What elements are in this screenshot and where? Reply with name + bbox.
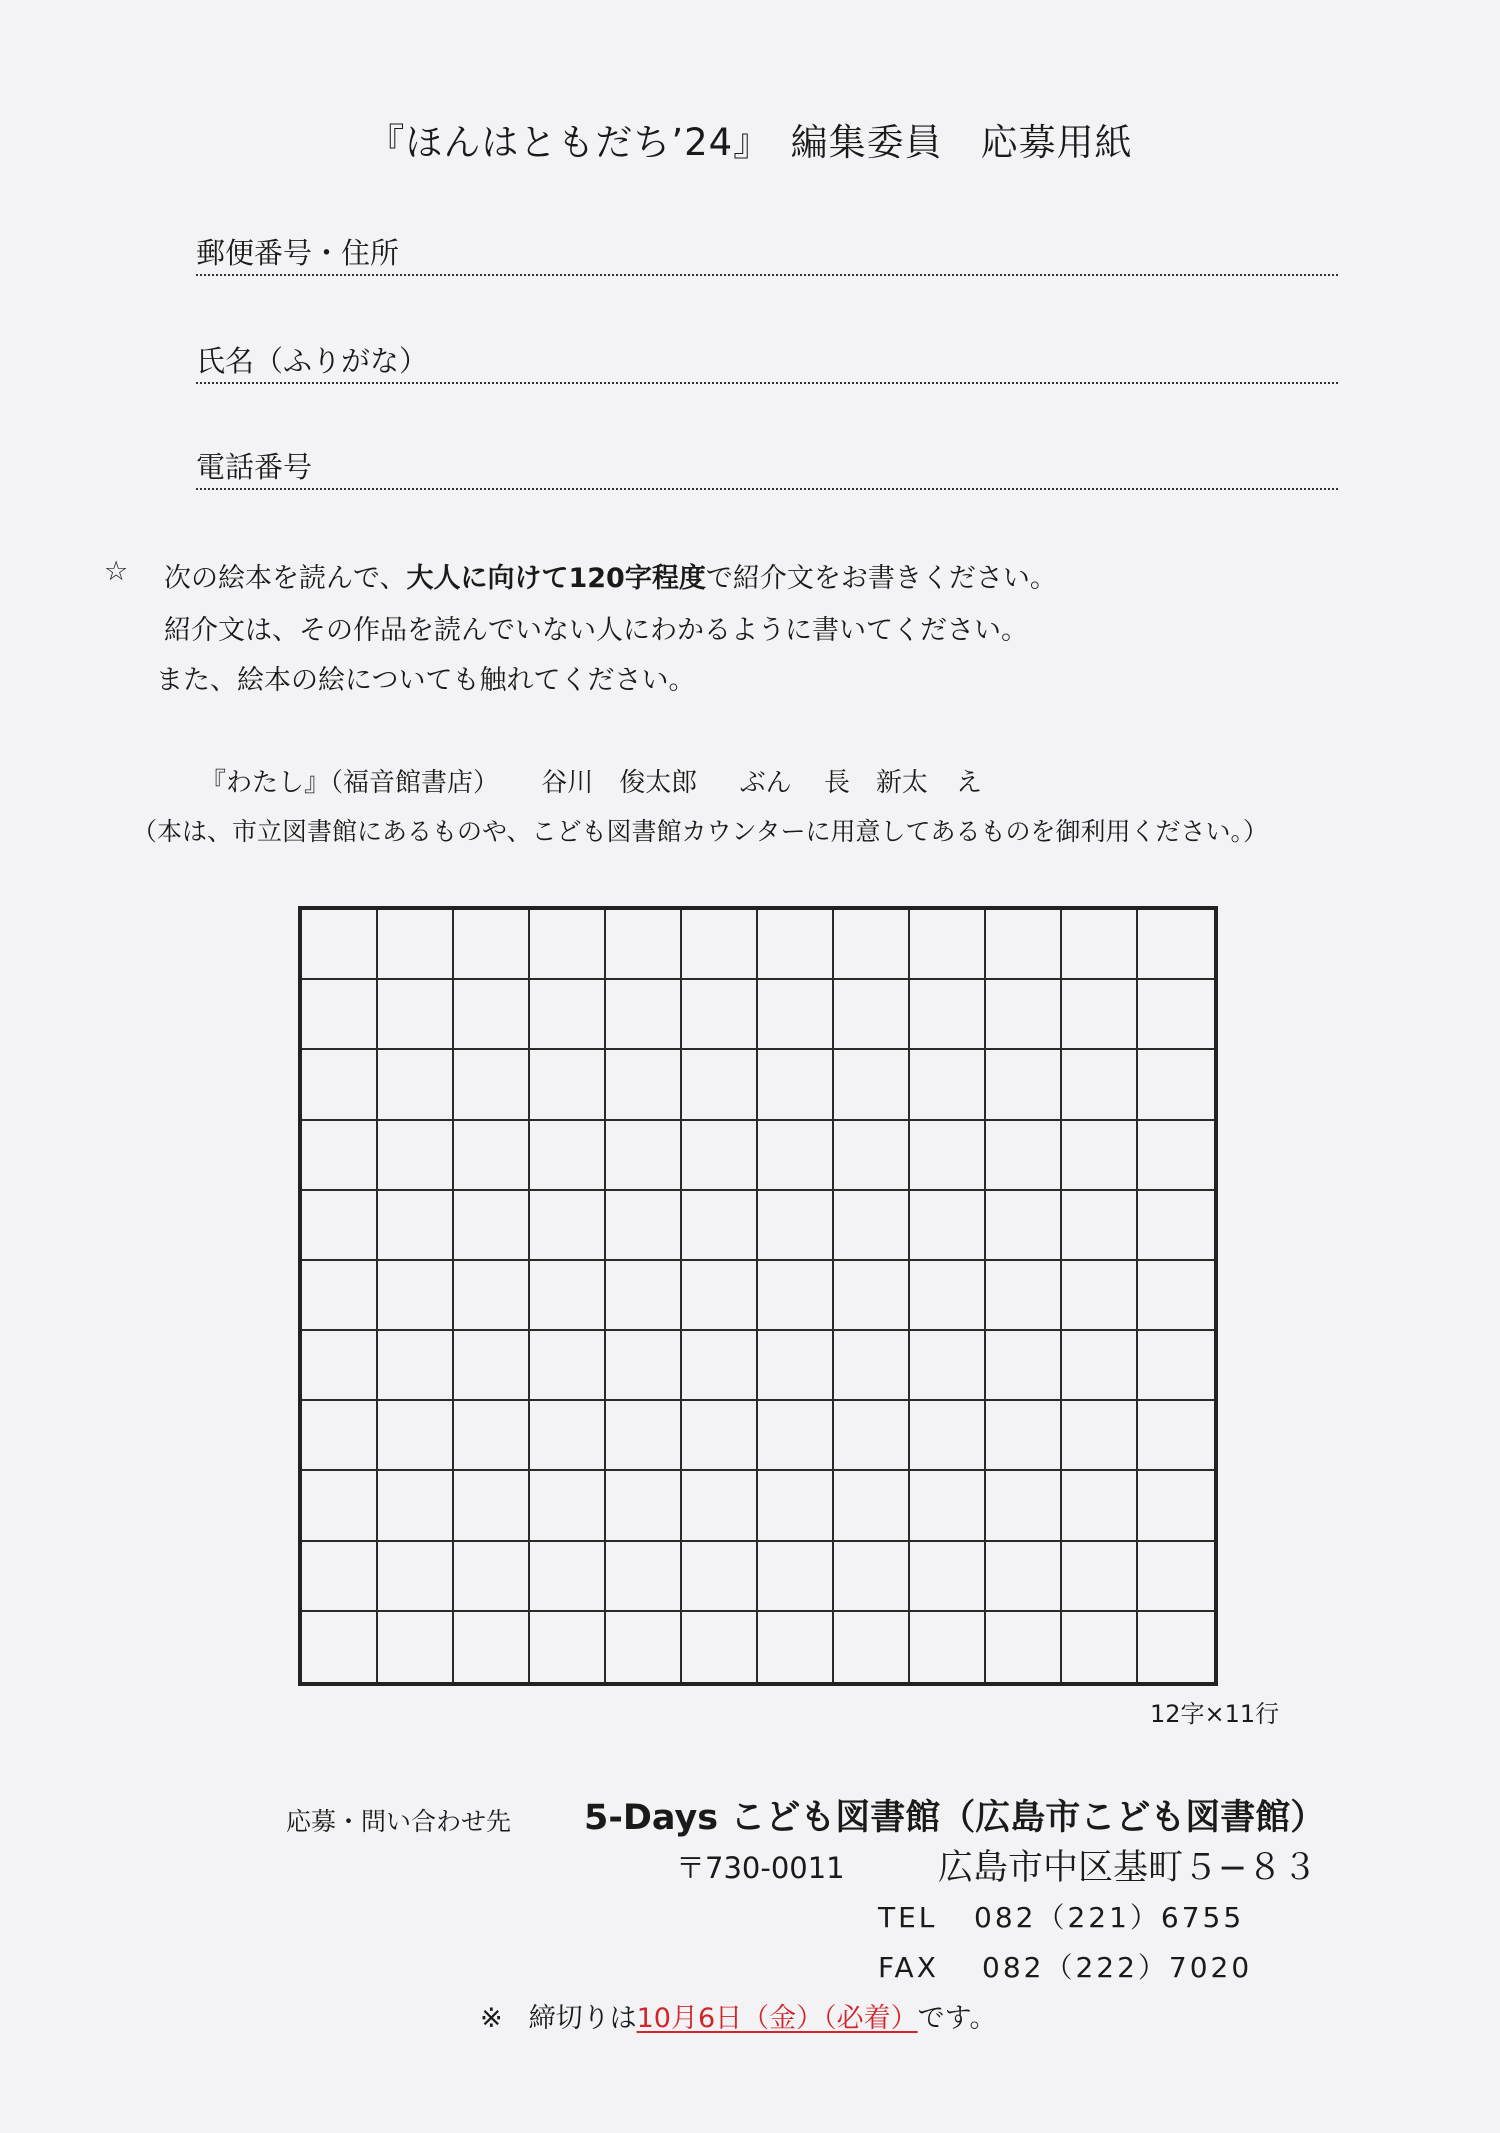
grid-cell[interactable] — [606, 1401, 682, 1471]
grid-cell[interactable] — [378, 1050, 454, 1120]
fax-label: FAX — [878, 1951, 939, 1984]
grid-cell[interactable] — [378, 1401, 454, 1471]
grid-cell[interactable] — [530, 1331, 606, 1401]
grid-cell[interactable] — [986, 1261, 1062, 1331]
grid-cell[interactable] — [910, 1471, 986, 1541]
grid-cell[interactable] — [1062, 1612, 1138, 1682]
instruction-audience: 大人に向けて — [406, 563, 569, 594]
grid-cell[interactable] — [378, 1191, 454, 1261]
grid-cell[interactable] — [834, 1471, 910, 1541]
grid-cell[interactable] — [302, 1542, 378, 1612]
grid-cell[interactable] — [530, 1542, 606, 1612]
grid-cell[interactable] — [1062, 1331, 1138, 1401]
grid-cell[interactable] — [758, 1401, 834, 1471]
book-info — [200, 762, 982, 799]
grid-cell[interactable] — [378, 1612, 454, 1682]
grid-cell[interactable] — [758, 1050, 834, 1120]
fax-number: 082（222）7020 — [982, 1951, 1253, 1984]
deadline-pre: 締切りは — [528, 2003, 637, 2034]
tel-label: TEL — [878, 1901, 938, 1934]
grid-cell[interactable] — [834, 1401, 910, 1471]
grid-cell[interactable] — [986, 1612, 1062, 1682]
grid-cell[interactable] — [834, 1121, 910, 1191]
star-icon: ☆ — [104, 556, 129, 587]
grid-cell[interactable] — [758, 1331, 834, 1401]
grid-cell[interactable] — [606, 980, 682, 1050]
grid-cell[interactable] — [454, 1331, 530, 1401]
book-author-role: ぶん — [739, 768, 792, 798]
grid-cell[interactable] — [910, 1261, 986, 1331]
grid-cell[interactable] — [454, 1401, 530, 1471]
instruction-line-2: 紹介文は、その作品を読んでいない人にわかるように書いてください。 — [164, 615, 1028, 646]
grid-cell[interactable] — [910, 1191, 986, 1261]
grid-cell[interactable] — [606, 1121, 682, 1191]
grid-cell[interactable] — [454, 980, 530, 1050]
book-author: 谷川 俊太郎 — [541, 768, 698, 798]
name-label: 氏名（ふりがな） — [196, 344, 429, 378]
grid-cell[interactable] — [910, 1121, 986, 1191]
grid-cell[interactable] — [986, 980, 1062, 1050]
grid-cell[interactable] — [758, 1471, 834, 1541]
grid-cell[interactable] — [1138, 1331, 1214, 1401]
grid-cell[interactable] — [530, 1191, 606, 1261]
grid-cell[interactable] — [302, 1261, 378, 1331]
grid-cell[interactable] — [682, 1191, 758, 1261]
grid-cell[interactable] — [378, 1261, 454, 1331]
grid-cell[interactable] — [302, 1401, 378, 1471]
grid-cell[interactable] — [606, 1471, 682, 1541]
grid-cell[interactable] — [758, 980, 834, 1050]
grid-cell[interactable] — [378, 1121, 454, 1191]
grid-cell[interactable] — [682, 1471, 758, 1541]
grid-cell[interactable] — [682, 1331, 758, 1401]
grid-cell[interactable] — [1138, 1612, 1214, 1682]
grid-cell[interactable] — [682, 910, 758, 980]
grid-cell[interactable] — [302, 1471, 378, 1541]
instruction-pre: 次の絵本を読んで、 — [164, 563, 407, 594]
book-title: 『わたし』（福音館書店） — [200, 768, 500, 798]
grid-cell[interactable] — [1138, 1542, 1214, 1612]
grid-cell[interactable] — [1062, 980, 1138, 1050]
deadline-mark: ※ — [480, 2003, 503, 2034]
grid-cell[interactable] — [986, 1191, 1062, 1261]
grid-cell[interactable] — [986, 1331, 1062, 1401]
grid-cell[interactable] — [1062, 1401, 1138, 1471]
grid-cell[interactable] — [1138, 1471, 1214, 1541]
grid-cell[interactable] — [378, 910, 454, 980]
grid-cell[interactable] — [454, 1471, 530, 1541]
grid-cell[interactable] — [986, 910, 1062, 980]
form-title: 『ほんはともだち’24』 編集委員 応募用紙 — [367, 121, 1133, 164]
grid-cell[interactable] — [530, 1401, 606, 1471]
grid-cell[interactable] — [1138, 1401, 1214, 1471]
grid-cell[interactable] — [910, 1542, 986, 1612]
grid-cell[interactable] — [834, 1542, 910, 1612]
grid-cell[interactable] — [682, 1121, 758, 1191]
grid-cell[interactable] — [1062, 910, 1138, 980]
grid-cell[interactable] — [1138, 980, 1214, 1050]
library-note: （本は、市立図書館にあるものや、こども図書館カウンターに用意してあるものを御利用ください。） — [132, 817, 1269, 846]
grid-cell[interactable] — [1138, 1121, 1214, 1191]
book-illustrator-role: え — [956, 768, 983, 798]
grid-cell[interactable] — [454, 1191, 530, 1261]
grid-cell[interactable] — [1062, 1471, 1138, 1541]
grid-cell[interactable] — [682, 1401, 758, 1471]
grid-cell[interactable] — [834, 1261, 910, 1331]
phone-field[interactable] — [196, 446, 1338, 490]
grid-cell[interactable] — [606, 1191, 682, 1261]
grid-cell[interactable] — [302, 1612, 378, 1682]
grid-cell[interactable] — [682, 1261, 758, 1331]
grid-cell[interactable] — [758, 910, 834, 980]
grid-cell[interactable] — [1062, 1050, 1138, 1120]
grid-cell[interactable] — [834, 980, 910, 1050]
grid-cell[interactable] — [378, 1471, 454, 1541]
grid-cell[interactable] — [606, 1261, 682, 1331]
deadline-post: です。 — [917, 2003, 997, 2034]
grid-cell[interactable] — [986, 1542, 1062, 1612]
grid-cell[interactable] — [758, 1612, 834, 1682]
grid-cell[interactable] — [834, 910, 910, 980]
grid-cell[interactable] — [1138, 1191, 1214, 1261]
instruction-line-3: また、絵本の絵についても触れてください。 — [156, 665, 696, 696]
grid-cell[interactable] — [682, 1050, 758, 1120]
grid-cell[interactable] — [606, 1612, 682, 1682]
grid-cell[interactable] — [1062, 1121, 1138, 1191]
grid-cell[interactable] — [606, 1050, 682, 1120]
grid-cell[interactable] — [302, 910, 378, 980]
grid-cell[interactable] — [834, 1191, 910, 1261]
grid-cell[interactable] — [910, 1050, 986, 1120]
grid-cell[interactable] — [986, 1401, 1062, 1471]
grid-cell[interactable] — [986, 1471, 1062, 1541]
grid-cell[interactable] — [378, 1331, 454, 1401]
grid-cell[interactable] — [454, 1261, 530, 1331]
grid-cell[interactable] — [454, 910, 530, 980]
grid-cell[interactable] — [378, 980, 454, 1050]
grid-cell[interactable] — [1062, 1191, 1138, 1261]
grid-cell[interactable] — [758, 1121, 834, 1191]
grid-cell[interactable] — [1138, 1261, 1214, 1331]
grid-cell[interactable] — [986, 1050, 1062, 1120]
grid-cell[interactable] — [758, 1261, 834, 1331]
grid-cell[interactable] — [1062, 1542, 1138, 1612]
address-label: 郵便番号・住所 — [196, 236, 400, 270]
grid-cell[interactable] — [530, 1471, 606, 1541]
grid-cell[interactable] — [606, 910, 682, 980]
deadline-notice — [480, 1996, 997, 2035]
contact-label: 応募・問い合わせ先 — [286, 1807, 512, 1836]
grid-cell[interactable] — [986, 1121, 1062, 1191]
grid-cell[interactable] — [910, 1612, 986, 1682]
grid-cell[interactable] — [834, 1612, 910, 1682]
grid-caption: 12字×11行 — [1150, 1700, 1280, 1728]
grid-cell[interactable] — [758, 1191, 834, 1261]
grid-cell[interactable] — [682, 1542, 758, 1612]
grid-cell[interactable] — [530, 1612, 606, 1682]
grid-cell[interactable] — [302, 980, 378, 1050]
grid-cell[interactable] — [682, 1612, 758, 1682]
grid-cell[interactable] — [910, 1331, 986, 1401]
grid-cell[interactable] — [302, 1191, 378, 1261]
grid-cell[interactable] — [454, 1612, 530, 1682]
grid-cell[interactable] — [302, 1050, 378, 1120]
grid-cell[interactable] — [530, 1121, 606, 1191]
tel-number: 082（221）6755 — [974, 1901, 1245, 1934]
manuscript-grid[interactable] — [298, 906, 1218, 1686]
phone-label: 電話番号 — [196, 450, 313, 484]
grid-cell[interactable] — [682, 980, 758, 1050]
book-illustrator: 長 新太 — [823, 768, 928, 798]
grid-cell[interactable] — [834, 1331, 910, 1401]
postal-code: 〒730-0011 — [676, 1851, 845, 1885]
instruction-line-1 — [164, 556, 1057, 595]
organization-name: 5-Days こども図書館（広島市こども図書館） — [584, 1798, 1326, 1838]
grid-cell[interactable] — [302, 1331, 378, 1401]
grid-cell[interactable] — [910, 910, 986, 980]
grid-cell[interactable] — [606, 1331, 682, 1401]
grid-cell[interactable] — [530, 910, 606, 980]
grid-cell[interactable] — [1062, 1261, 1138, 1331]
instruction-post: で紹介文をお書きください。 — [705, 563, 1057, 594]
grid-cell[interactable] — [378, 1542, 454, 1612]
grid-cell[interactable] — [606, 1542, 682, 1612]
grid-cell[interactable] — [454, 1050, 530, 1120]
name-field[interactable] — [196, 340, 1338, 384]
grid-cell[interactable] — [910, 980, 986, 1050]
grid-cell[interactable] — [530, 980, 606, 1050]
grid-cell[interactable] — [910, 1401, 986, 1471]
grid-cell[interactable] — [454, 1121, 530, 1191]
grid-cell[interactable] — [758, 1542, 834, 1612]
fax-line — [878, 1946, 1252, 1986]
grid-cell[interactable] — [302, 1121, 378, 1191]
grid-cell[interactable] — [454, 1542, 530, 1612]
address: 広島市中区基町５−８３ — [938, 1848, 1318, 1888]
grid-cell[interactable] — [530, 1261, 606, 1331]
tel-line — [878, 1896, 1244, 1936]
deadline-date: 10月6日（金）（必着） — [636, 2003, 918, 2034]
grid-cell[interactable] — [1138, 1050, 1214, 1120]
address-field[interactable] — [196, 232, 1338, 276]
grid-cell[interactable] — [530, 1050, 606, 1120]
grid-cell[interactable] — [834, 1050, 910, 1120]
grid-cell[interactable] — [1138, 910, 1214, 980]
instruction-length: 120字程度 — [568, 563, 706, 594]
